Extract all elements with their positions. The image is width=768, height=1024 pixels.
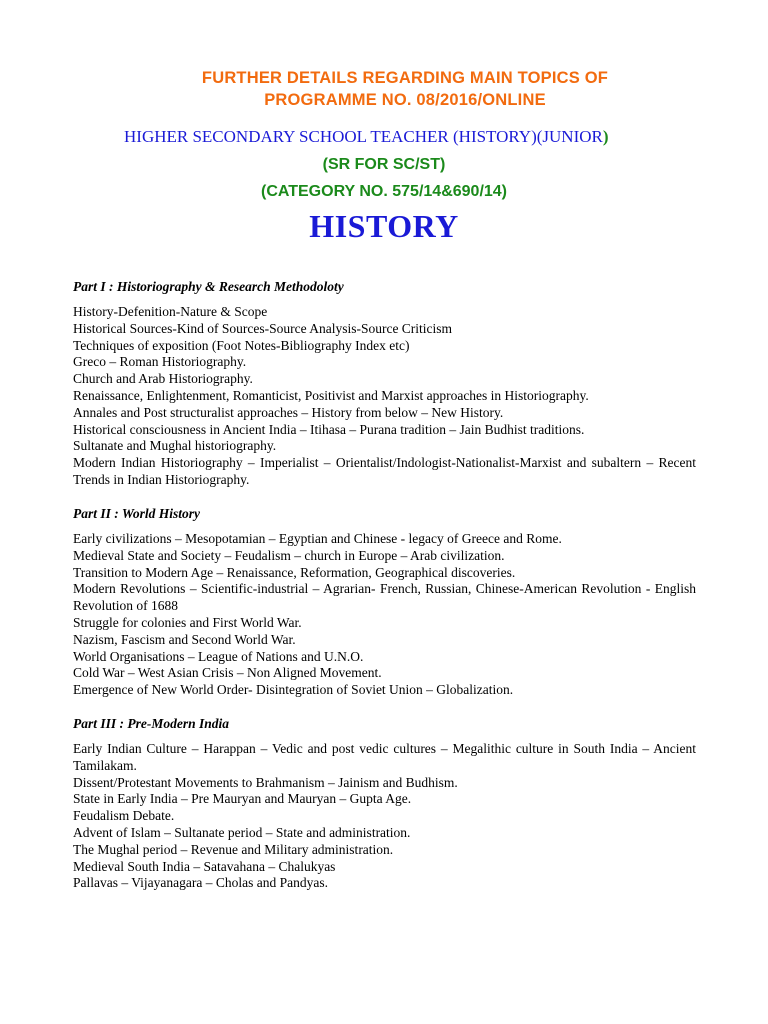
header-line-2: PROGRAMME NO. 08/2016/ONLINE [264,91,546,109]
post-title-text: HIGHER SECONDARY SCHOOL TEACHER (HISTORY)(JUNIOR [124,127,603,146]
list-item: Church and Arab Historiography. [73,371,253,387]
list-item: Early Indian Culture – Harappan – Vedic and post vedic cultures – Megalithic culture in South India – Ancient Tamilakam. [73,741,696,773]
part-3-list [73,741,696,892]
subject-title: HISTORY [309,208,459,244]
list-item: Medieval South India – Satavahana – Chalukyas [73,858,336,874]
list-item: Medieval State and Society – Feudalism – church in Europe – Arab civilization. [73,547,505,563]
list-item: Struggle for colonies and First World War. [73,614,302,630]
list-item: Historical Sources-Kind of Sources-Source Analysis-Source Criticism [73,320,453,336]
list-item: History-Defenition-Nature & Scope [73,304,268,319]
list-item: Advent of Islam – Sultanate period – State and administration. [73,824,411,840]
post-title-close: ) [602,127,609,146]
list-item: World Organisations – League of Nations and U.N.O. [73,648,364,664]
reservation-line: (SR FOR SC/ST) [322,156,446,173]
list-item: Transition to Modern Age – Renaissance, Reformation, Geographical discoveries. [73,564,516,580]
list-item: Cold War – West Asian Crisis – Non Aligned Movement. [73,665,382,681]
list-item: Pallavas – Vijayanagara – Cholas and Pandyas. [73,875,329,891]
list-item: Greco – Roman Historiography. [73,354,247,370]
list-item: Renaissance, Enlightenment, Romanticist, Positivist and Marxist approaches in Historiography. [73,387,589,403]
list-item: Modern Indian Historiography – Imperialist – Orientalist/Indologist-Nationalist-Marxist and subaltern – Recent Trends in Indian Historiography. [73,455,696,487]
header-line-1: FURTHER DETAILS REGARDING MAIN TOPICS OF [201,69,609,87]
part-1-list [73,304,696,489]
list-item: Early civilizations – Mesopotamian – Egyptian and Chinese - legacy of Greece and Rome. [73,531,562,546]
part-3-title: Part III : Pre-Modern India [73,716,230,731]
list-item: Techniques of exposition (Foot Notes-Bibliography Index etc) [73,337,410,353]
part-2-list [73,531,696,699]
part-1-title: Part I : Historiography & Research Methodoloty [73,279,344,294]
list-item: Dissent/Protestant Movements to Brahmanism – Jainism and Budhism. [73,774,458,790]
list-item: The Mughal period – Revenue and Military administration. [73,841,394,857]
list-item: Feudalism Debate. [73,808,175,824]
list-item: Annales and Post structuralist approaches – History from below – New History. [73,404,504,420]
list-item: Historical consciousness in Ancient India – Itihasa – Purana tradition – Jain Budhist traditions. [73,421,585,437]
list-item: Nazism, Fascism and Second World War. [73,631,296,647]
list-item: State in Early India – Pre Mauryan and Mauryan – Gupta Age. [73,791,412,807]
post-title [124,127,609,147]
part-2-title: Part II : World History [73,506,201,521]
list-item: Emergence of New World Order- Disintegration of Soviet Union – Globalization. [73,682,514,698]
category-line: (CATEGORY NO. 575/14&690/14) [260,183,508,200]
list-item: Modern Revolutions – Scientific-industrial – Agrarian- French, Russian, Chinese-American Revolution - English Revolution of 1688 [73,581,696,614]
list-item: Sultanate and Mughal historiography. [73,438,277,454]
